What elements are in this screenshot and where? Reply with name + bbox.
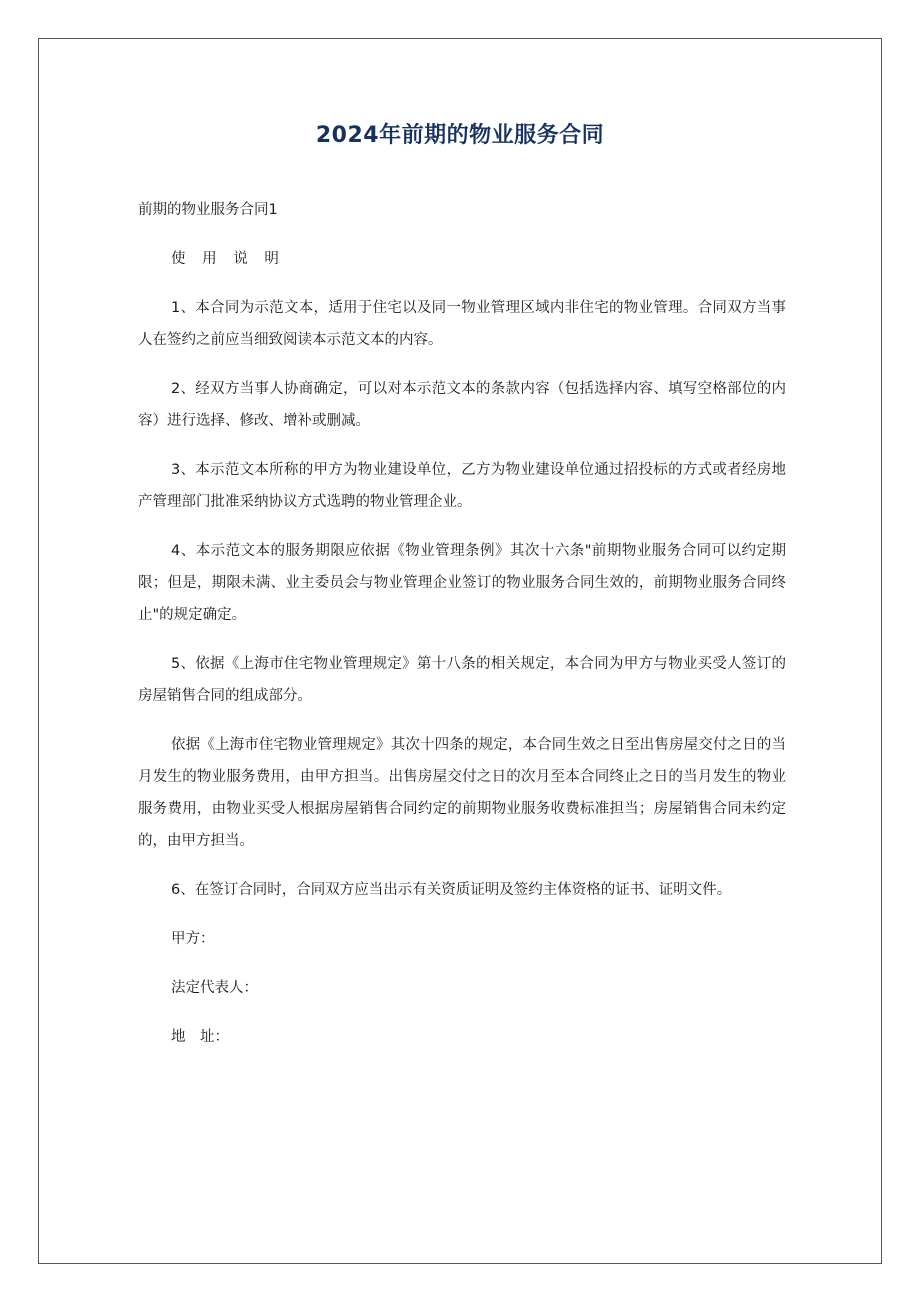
paragraph-5-note: 依据《上海市住宅物业管理规定》其次十四条的规定，本合同生效之日至出售房屋交付之日的当月发生的物业服务费用，由甲方担当。出售房屋交付之日的次月至本合同终止之日的当月发生的物业服务费用，由物业买受人根据房屋销售合同约定的前期物业服务收费标准担当；房屋销售合同未约定的，由甲方担当。 (138, 737, 786, 849)
contract-subtitle: 前期的物业服务合同1 (138, 202, 278, 218)
paragraph-3: 3、本示范文本所称的甲方为物业建设单位，乙方为物业建设单位通过招投标的方式或者经房地产管理部门批准采纳协议方式选聘的物业管理企业。 (138, 462, 786, 510)
field-party-a: 甲方： (171, 931, 215, 947)
field-legal-representative: 法定代表人： (171, 980, 258, 996)
paragraph-1: 1、本合同为示范文本，适用于住宅以及同一物业管理区域内非住宅的物业管理。合同双方当事人在签约之前应当细致阅读本示范文本的内容。 (138, 300, 786, 348)
paragraph-4: 4、本示范文本的服务期限应依据《物业管理条例》其次十六条"前期物业服务合同可以约定期限；但是，期限未满、业主委员会与物业管理企业签订的物业服务合同生效的，前期物业服务合同终止"的规定确定。 (138, 543, 786, 623)
paragraph-2: 2、经双方当事人协商确定，可以对本示范文本的条款内容（包括选择内容、填写空格部位的内容）进行选择、修改、增补或删减。 (138, 381, 786, 429)
document-body (138, 194, 786, 1070)
document-title: 2024年前期的物业服务合同 (315, 123, 605, 148)
paragraph-5: 5、依据《上海市住宅物业管理规定》第十八条的相关规定，本合同为甲方与物业买受人签订的房屋销售合同的组成部分。 (138, 656, 786, 704)
field-address: 地 址： (171, 1029, 229, 1045)
paragraph-6: 6、在签订合同时，合同双方应当出示有关资质证明及签约主体资格的证书、证明文件。 (171, 882, 732, 898)
instructions-heading: 使 用 说 明 (171, 251, 285, 267)
